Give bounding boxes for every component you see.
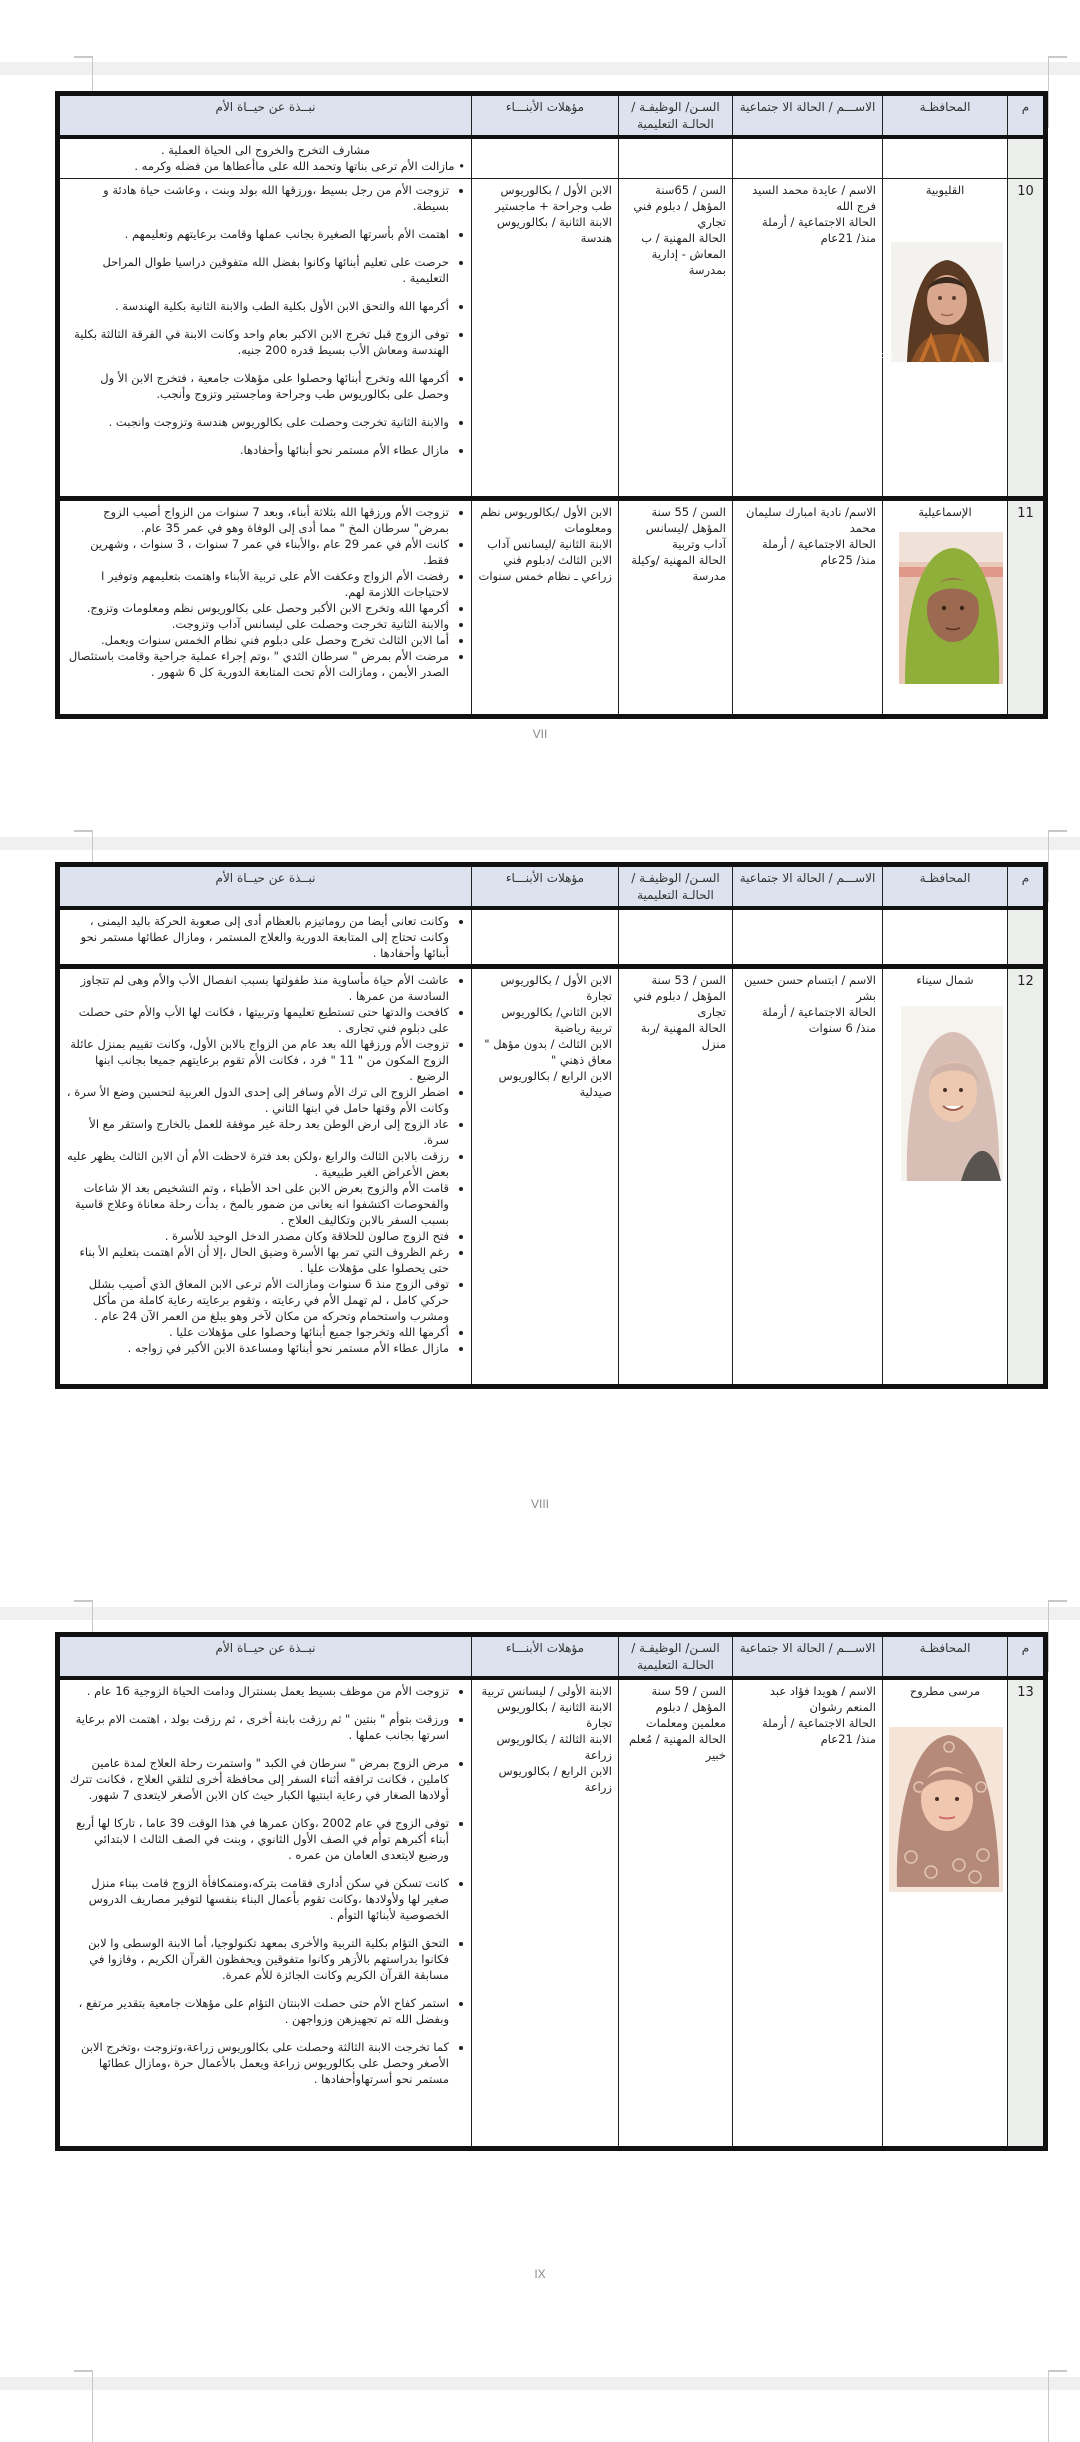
crop-mark: [1048, 1600, 1067, 1672]
bio-item: • اهتمت الأم بأسرتها الصغيرة بجانب عملها وقامت برعايتهم وتعليمهم .: [66, 226, 449, 242]
bio-item: • عاد الزوج إلى ارض الوطن بعد رحلة غير موفقة للعمل بالخارج واستقر مع الأ سرة.: [66, 1116, 449, 1148]
row-index: 13: [1008, 1678, 1046, 2148]
bio-item: • ورزقت بتوأم " بنتين " ثم رزقت بابنة أخرى ، ثم رزقت بولد ، اهتمت الام برعاية اسرتها بجانب عملها .: [66, 1711, 449, 1743]
table-row: [58, 967, 1046, 1387]
bio-item: • أكرمها الله والتحق الابن الأول بكلية الطب والابنة الثانية بكلية الهندسة .: [66, 298, 449, 314]
bio-item: • فتح الزوج صالون للحلاقة وكان مصدر الدخل الوحيد للأسرة .: [66, 1228, 449, 1244]
bio-item: • مرض الزوج بمرض " سرطان في الكبد " واستمرت رحلة العلاج لمدة عامين كاملين ، فكانت ترافقه أثناء السفر إلى محافظة أخرى لتلقي العلاج ، فكانت تترك أولادها الصغار في رعاية ابنتيها الكبار حيث كان الابن الأصغر لايتعدى 7 شهور.: [66, 1755, 449, 1803]
row-index: 10: [1008, 178, 1046, 498]
mothers-table-page-ix: [55, 1632, 1048, 2151]
header-governorate: المحافظـة: [883, 865, 1008, 909]
bio-list: [66, 504, 465, 680]
header-name: الاســـم / الحالة الا جتماعية: [733, 865, 883, 909]
bio-item: • رزقت بالابن الثالث والرابع ،ولكن بعد فترة لاحظت الأم أن الابن الثالث يظهر عليه بعض الأعراض الغير طبيعية .: [66, 1148, 449, 1180]
age-cell: السن / 55 سنة المؤهل /ليسانس آداب وتربية الحالة المهنية /وكيلة مدرسة: [619, 498, 733, 716]
page-number: VII: [532, 727, 548, 741]
bio-list: [66, 1683, 465, 2087]
governorate: شمال سيناء: [916, 973, 974, 987]
bio-item: • رغم الظروف التي تمر بها الأسرة وضيق الحال ،إلا أن الأم اهتمت بتعليم الأ بناء حتى يحصلوا على مؤهلات عليا .: [66, 1244, 449, 1276]
header-children: مؤهلات الأبنـــاء: [472, 1635, 619, 1679]
name-cell: الاسم / عايدة محمد السيد فرج الله الحالة الاجتماعية / أرملة منذ/ 21عام: [733, 178, 883, 498]
header-governorate: المحافظـة: [883, 94, 1008, 138]
governorate: الإسماعيلية: [918, 504, 972, 519]
table-header-row: [58, 865, 1046, 909]
bio-item: • توفى الزوج قبل تخرج الابن الاكبر بعام واحد وكانت الابنة في الفرقة الثالثة بكلية الهندسة ومعاش الأب بسيط قدره 200 جنيه.: [66, 326, 449, 358]
bio-item: • أما الابن الثالث تخرج وحصل على دبلوم فني نظام الخمس سنوات ويعمل.: [66, 632, 449, 648]
bio-item: • أكرمها الله وتخرجوا جميع أبنائها وحصلوا على مؤهلات عليا .: [66, 1324, 449, 1340]
continuation-row: [58, 137, 1046, 178]
portrait-photo: [899, 532, 1003, 684]
governorate-cell: [883, 1678, 1008, 2148]
bio-item: • حرصت على تعليم أبنائها وكانوا بفضل الله متفوقين دراسيا طوال المراحل التعليمية .: [66, 254, 449, 286]
bio-item: • أكرمها الله وتخرج أبنائها وحصلوا على مؤهلات جامعية ، فتخرج الابن الأ ول وحصل على بكالوريوس طب وجراحة وماجستير وتزوج وأنجب.: [66, 370, 449, 402]
header-governorate: المحافظـة: [883, 1635, 1008, 1679]
bio-cell: [58, 908, 472, 967]
bio-item: • والابنة الثانية تخرجت وحصلت على بكالوريوس هندسة وتزوجت وانجبت .: [66, 414, 449, 430]
bio-cell: [58, 967, 472, 1387]
page-separator: [0, 837, 1080, 850]
bio-item: • وكانت تعانى أيضا من روماتيزم بالعظام أدى إلى صعوبة الحركة باليد اليمنى ، وكانت تحتاج إلى المتابعة الدورية والعلاج المستمر ، ومازال عطائها مستمر نحو أبنائها وأحفادها .: [66, 913, 449, 961]
bio-item: • اضطر الزوج الى ترك الأم وسافر إلى إحدى الدول العربية لتحسين وضع الأ سرة ، وكانت الأم وقتها حامل في ابنها الثاني .: [66, 1084, 449, 1116]
bio-cell: [58, 137, 472, 178]
bio-list: [66, 972, 465, 1356]
row-index: 12: [1008, 967, 1046, 1387]
bio-item: • تزوجت الأم ورزقها الله بعد عام من الزواج بالابن الأول، وكانت تقييم بمنزل عائلة الزوج المكون من " 11 " فرد ، فكانت الأم تقوم برعايتهم جميعا بجانب ابنها الرضيع .: [66, 1036, 449, 1084]
header-age: السـن/ الوظيفـة / الحالـة التعليمية: [619, 865, 733, 909]
portrait-photo: [901, 1006, 1003, 1181]
bio-item: • توفى الزوج في عام 2002 ،وكان عمرها في هذا الوقت 39 عاما ، تاركا لها أربع أبناء أكبرهم توأم في الصف الأول الثانوي ، وبنت في الصف الثالث ا لابتدائي ورضيع لايتعدى العامان من عمره .: [66, 1815, 449, 1863]
header-index: م: [1008, 94, 1046, 138]
bio-item: • تزوجت الأم من موظف بسيط يعمل بسنترال ودامت الحياة الزوجية 16 عام .: [66, 1683, 449, 1699]
header-index: م: [1008, 865, 1046, 909]
header-bio: نبــذة عن حيــاة الأم: [58, 865, 472, 909]
bio-list: [66, 182, 465, 458]
crop-mark: [74, 2370, 93, 2442]
bio-item: • مازال عطاء الأم مستمر نحو أبنائها ومساعدة الابن الأكبر في زواجه .: [66, 1340, 449, 1356]
bio-item: • مازال عطاء الأم مستمر نحو أبنائها وأحفادها.: [66, 442, 449, 458]
table-row: [58, 498, 1046, 716]
table-row: [58, 1678, 1046, 2148]
mothers-table-page-viii: [55, 862, 1048, 1389]
name-cell: الاسم / هويدا فؤاد عبد المنعم رشوان الحالة الاجتماعية / أرملة منذ/ 21عام: [733, 1678, 883, 2148]
children-cell: الابن الأول /بكالوريوس نظم ومعلومات الابنة الثانية /ليسانس آداب الابن الثالث /دبلوم فني زراعي ـ نظام خمس سنوات: [472, 498, 619, 716]
children-cell: الابن الأول / بكالوريوس تجارة الابن الثاني/ بكالوريوس تربية رياضية الابن الثالث / بدون مؤهل " معاق ذهني " الابن الرابع / بكالوريوس صيدلية: [472, 967, 619, 1387]
bio-list: [66, 913, 465, 961]
svg-text:1-4-2017: 1-4-2017: [862, 351, 894, 360]
header-index: م: [1008, 1635, 1046, 1679]
page-separator: [0, 1607, 1080, 1620]
page-number: IX: [534, 2267, 546, 2281]
bio-item: • والابنة الثانية تخرجت وحصلت على ليسانس آداب وتزوجت.: [66, 616, 449, 632]
page-number: VIII: [530, 1497, 549, 1511]
continuation-row: [58, 908, 1046, 967]
governorate: القليوبية: [925, 182, 965, 197]
governorate-cell: [862, 178, 1008, 498]
bio-item: • قامت الأم والزوج بعرض الابن على احد الأطباء ، وتم التشخيص بعد الإ شاعات والفحوصات اكتشفوا انه يعانى من ضمور بالمخ ، بدأت رحلة معاناة وعلاج قاسية بسبب السفر بالابن وتكاليف العلاج .: [66, 1180, 449, 1228]
bio-item: • عاشت الأم حياة مأساوية منذ طفولتها بسبب انفصال الأب والأم وهى لم تتجاوز السادسة من عمرها .: [66, 972, 449, 1004]
mothers-table-page-vii: [55, 91, 1048, 719]
governorate-cell: [883, 498, 1008, 716]
bio-item: • كانت تسكن في سكن أدارى فقامت بتركه،ومنمكافأة الزوج قامت ببناء منزل صغير لها ولأولادها ،وكانت تقوم بأعمال البناء بنفسها لتوفير مصاريف الدروس الخصوصية لأبنائها التوأم .: [66, 1875, 449, 1923]
bio-item: • أكرمها الله وتخرج الابن الأكبر وحصل على بكالوريوس نظم ومعلومات وتزوج.: [66, 600, 449, 616]
children-cell: الابن الأول / بكالوريوس طب وجراحة + ماجستير الابنة الثانية / بكالوريوس هندسة: [472, 178, 619, 498]
bio-item: • كافحت والدتها حتى تستطيع تعليمها وتربيتها ، فكانت لها الأب والأم حتى حصلت على دبلوم فني تجارى .: [66, 1004, 449, 1036]
bio-item: • مرضت الأم بمرض " سرطان الثدي " ،وتم إجراء عملية جراحية وقامت باستئصال الصدر الأيمن ، ومازالت الأم تحت المتابعة الدورية كل 6 شهور .: [66, 648, 449, 680]
portrait-photo: [862, 242, 1003, 362]
bio-item: • تزوجت الأم ورزقها الله بثلاثة أبناء، وبعد 7 سنوات من الزواج أصيب الزوج بمرض" سرطان المخ " مما أدى إلى الوفاة وهو في عمر 35 عام.: [66, 504, 449, 536]
bio-item: • رفضت الأم الزواج وعكفت الأم على تربية الأبناء واهتمت بتعليمهم وتوفير ا لاحتياجات اللازمة لهم.: [66, 568, 449, 600]
header-children: مؤهلات الأبنـــاء: [472, 865, 619, 909]
crop-mark: [1048, 830, 1067, 902]
header-children: مؤهلات الأبنـــاء: [472, 94, 619, 138]
bio-line: مشارف التخرج والخروج الى الحياة العملية .: [160, 143, 371, 157]
name-cell: الاسم/ نادية امبارك سليمان محمد الحالة الاجتماعية / أرملة منذ/ 25عام: [733, 498, 883, 716]
age-cell: السن / 59 سنة المؤهل / دبلوم معلمين ومعلمات الحالة المهنية / مُعلم خبير: [619, 1678, 733, 2148]
bio-item: • توفى الزوج منذ 6 سنوات ومازالت الأم ترعى الابن المعاق الذي أصيب بشلل حركي كامل ، لم تهمل الأم في رعايته ، وتقوم برعايته رعاية كاملة من مأكل ومشرب واستحمام وتحركه من مكان لآخر وهو يبلغ من العمر الآن 24 عام .: [66, 1276, 449, 1324]
table-row: [58, 178, 1046, 498]
header-name: الاســـم / الحالة الا جتماعية: [733, 94, 883, 138]
age-cell: السن / 53 سنة المؤهل / دبلوم فني تجارى الحالة المهنية /ربة منزل: [619, 967, 733, 1387]
bio-item: • استمر كفاح الأم حتى حصلت الابنتان التؤام على مؤهلات جامعية بتقدير مرتفع ، وبفضل الله تم تجهيزهن وزواجهن .: [66, 1995, 449, 2027]
header-bio: نبــذة عن حيــاة الأم: [58, 1635, 472, 1679]
bio-cell: [58, 498, 472, 716]
header-bio: نبــذة عن حيــاة الأم: [58, 94, 472, 138]
bio-item: • كما تخرجت الابنة الثالثة وحصلت على بكالوريوس زراعة،وتزوجت ،وتخرج الابن الأصغر وحصل على بكالوريوس زراعة ويعمل بالأعمال حرة ،ومازال عطائها مستمر نحو أسرتهاوأحفادها .: [66, 2039, 449, 2087]
table-header-row: [58, 1635, 1046, 1679]
bio-item: • تزوجت الأم من رجل بسيط ،ورزقها الله بولد وبنت ، وعاشت حياة هادئة و بسيطة.: [66, 182, 449, 214]
row-index: 11: [1008, 498, 1046, 716]
governorate: مرسى مطروح: [909, 1684, 981, 1698]
bio-item: • التحق التؤام بكلية التربية والأخرى بمعهد تكنولوجيا، أما الابنة الوسطى وا لابن فكانوا بدراستهم بالأزهر وكانوا متفوقين ويحفظون القرآن الكريم ، وفازوا في مسابقة القرآن الكريم وكانت الجائزة للأم عمرة.: [66, 1935, 449, 1983]
name-cell: الاسم / ابتسام حسن حسين بشر الحالة الاجتماعية / أرملة منذ/ 6 سنوات: [733, 967, 883, 1387]
age-cell: السن / 65سنة المؤهل / دبلوم فني تجاري الحالة المهنية / ب المعاش - إدارية بمدرسة: [619, 178, 733, 498]
header-age: السـن/ الوظيفـة / الحالـة التعليمية: [619, 1635, 733, 1679]
bio-item: • كانت الأم في عمر 29 عام ،والأبناء في عمر 7 سنوات ، 3 سنوات ، وشهرين فقط.: [66, 536, 449, 568]
bio-line: • مازالت الأم ترعى بناتها وتحمد الله على ماأعطاها من فضله وكرمه .: [134, 159, 465, 173]
header-name: الاســـم / الحالة الا جتماعية: [733, 1635, 883, 1679]
crop-mark: [1048, 56, 1067, 128]
crop-mark: [1048, 2370, 1067, 2442]
page-separator: [0, 62, 1080, 75]
bio-cell: [58, 178, 472, 498]
page-separator: [0, 2377, 1080, 2390]
table-header-row: [58, 94, 1046, 138]
governorate-cell: [883, 967, 1008, 1387]
bio-cell: [58, 1678, 472, 2148]
portrait-photo: [889, 1727, 1003, 1892]
header-age: السـن/ الوظيفـة / الحالـة التعليمية: [619, 94, 733, 138]
children-cell: الابنة الأولى / ليسانس تربية الابنة الثانية / بكالوريوس تجارة الابنة الثالثة / بكالوريوس زراعة الابن الرابع / بكالوريوس زراعة: [472, 1678, 619, 2148]
